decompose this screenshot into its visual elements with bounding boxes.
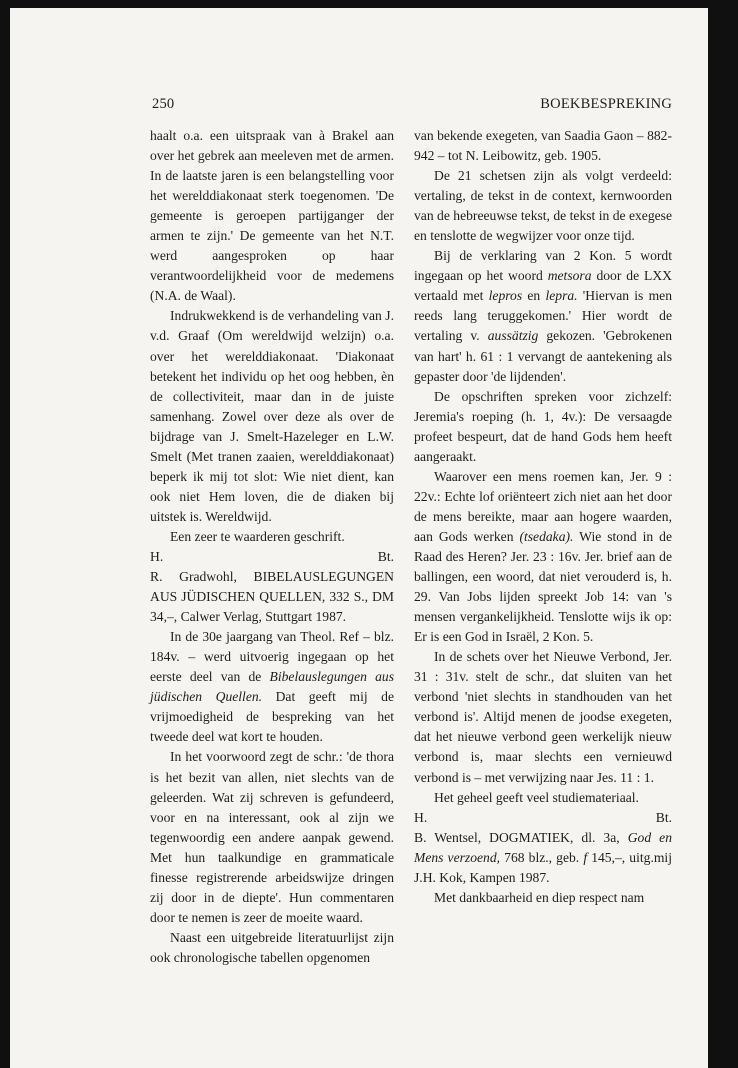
paragraph: In het voorwoord zegt de schr.: 'de thora is het bezit van allen, niet slechts van de geleerden. Wat zij schreven is gefundeerd, voor en na interessant, ook al zijn we tegenwoordig een andere aanpak gewend. Met hun taalkundige en grammaticale finesse registrerende arbeidswijze dringen zij door in de diepte'. Hun commentaren door te nemen is zeer de moeite waard. xyxy=(150,749,394,925)
signature-initial: H. xyxy=(150,548,164,564)
paragraph: In de 30e jaargang van Theol. Ref – blz. 184v. – werd uitvoerig ingegaan op het eerste deel van de Bibelauslegungen aus jüdischen Quellen. Dat geeft mij de vrijmoedigheid de bespreking van het tweede deel wat kort te houden. xyxy=(150,629,394,745)
page-number: 250 xyxy=(152,96,175,112)
left-column xyxy=(150,126,394,968)
signature-initial: H. xyxy=(414,809,428,825)
signature-author: Bt. xyxy=(655,809,672,825)
paragraph: De opschriften spreken voor zichzelf: Jeremia's roeping (h. 1, 4v.): De versaagde profeet bespeurt, dat de hand Gods hem heeft aangeraakt. xyxy=(414,388,672,464)
signature-line xyxy=(150,547,394,567)
book-reference: B. Wentsel, DOGMATIEK, dl. 3a, God en Mens verzoend, 768 blz., geb. f 145,–, uitg.mij J.H. Kok, Kampen 1987. xyxy=(414,829,672,885)
right-column xyxy=(414,126,672,908)
paragraph: Waarover een mens roemen kan, Jer. 9 : 22v.: Echte lof oriënteert zich niet aan het door de mens bereikte, maar aan hogere waarden, aan Gods werken (tsedaka). Wie stond in de Raad des Heren? Jer. 23 : 16v. Jer. brief aan de ballingen, een woord, dat niet verouderd is, h. 29. Van Jobs lijden spreekt Job 14: van 's mensen vergankelijkheid. Tenslotte wijs ik op: Er is een God in Israël, 2 Kon. 5. xyxy=(414,468,672,645)
paragraph: De 21 schetsen zijn als volgt verdeeld: vertaling, de tekst in de context, kernwoorden van de hebreeuwse tekst, de tekst in de exegese en tenslotte de wegwijzer voor onze tijd. xyxy=(414,168,672,244)
running-head: BOEKBESPREKING xyxy=(540,96,672,112)
paragraph: Indrukwekkend is de verhandeling van J. v.d. Graaf (Om wereldwijd welzijn) o.a. over het werelddiakonaat. 'Diakonaat betekent het individu op het oog hebben, èn de collectiviteit, maar dan in de juiste samenhang. Zowel over deze als over de bijdrage van J. Smelt-Hazeleger en L.W. Smelt (Met tranen zaaien, werelddiakonaat) beperk ik mij tot slot: Wie niet dient, kan ook niet Hem loven, die de diaken bij uitstek is. Wereldwijd. xyxy=(150,308,394,524)
paragraph: Naast een uitgebreide literatuurlijst zijn ook chronologische tabellen opgenomen xyxy=(150,929,394,965)
book-page xyxy=(10,8,708,1068)
paragraph: Het geheel geeft veel studiemateriaal. xyxy=(434,789,639,805)
paragraph: Bij de verklaring van 2 Kon. 5 wordt ingegaan op het woord metsora door de LXX vertaald met lepros en lepra. 'Hiervan is men reeds lang teruggekomen.' Hier wordt de vertaling v. aussätzig gekozen. 'Gebrokenen van hart' h. 61 : 1 vervangt de aantekening als gepaster door 'de lijdenden'. xyxy=(414,248,672,384)
signature-line xyxy=(414,808,672,828)
paragraph: van bekende exegeten, van Saadia Gaon – 882-942 – tot N. Leibowitz, geb. 1905. xyxy=(414,128,672,164)
signature-author: Bt. xyxy=(377,548,394,564)
paragraph: Met dankbaarheid en diep respect nam xyxy=(434,889,645,905)
paragraph: Een zeer te waarderen geschrift. xyxy=(170,528,345,544)
book-reference: R. Gradwohl, BIBELAUSLEGUNGEN AUS JÜDISCHEN QUELLEN, 332 S., DM 34,–, Calwer Verlag, Stuttgart 1987. xyxy=(150,569,394,625)
paragraph: haalt o.a. een uitspraak van à Brakel aan over het gebrek aan meeleven met de armen. In de laatste jaren is een belangstelling voor het werelddiakonaat sterk toegenomen. 'De gemeente is geroepen partijganger der armen te zijn.' De gemeente van het N.T. werd aangesproken op haar verantwoordelijkheid voor de medemens (N.A. de Waal). xyxy=(150,128,394,304)
paragraph: In de schets over het Nieuwe Verbond, Jer. 31 : 31v. stelt de schr., dat sluiten van het verbond 'niet slechts in standhouden van het verbond is'. Altijd menen de joodse exegeten, dat het nieuwe verbond geen werkelijk nieuw verbond is, maar slechts een vernieuwd verbond is – met verwijzing naar Jes. 11 : 1. xyxy=(414,649,672,785)
